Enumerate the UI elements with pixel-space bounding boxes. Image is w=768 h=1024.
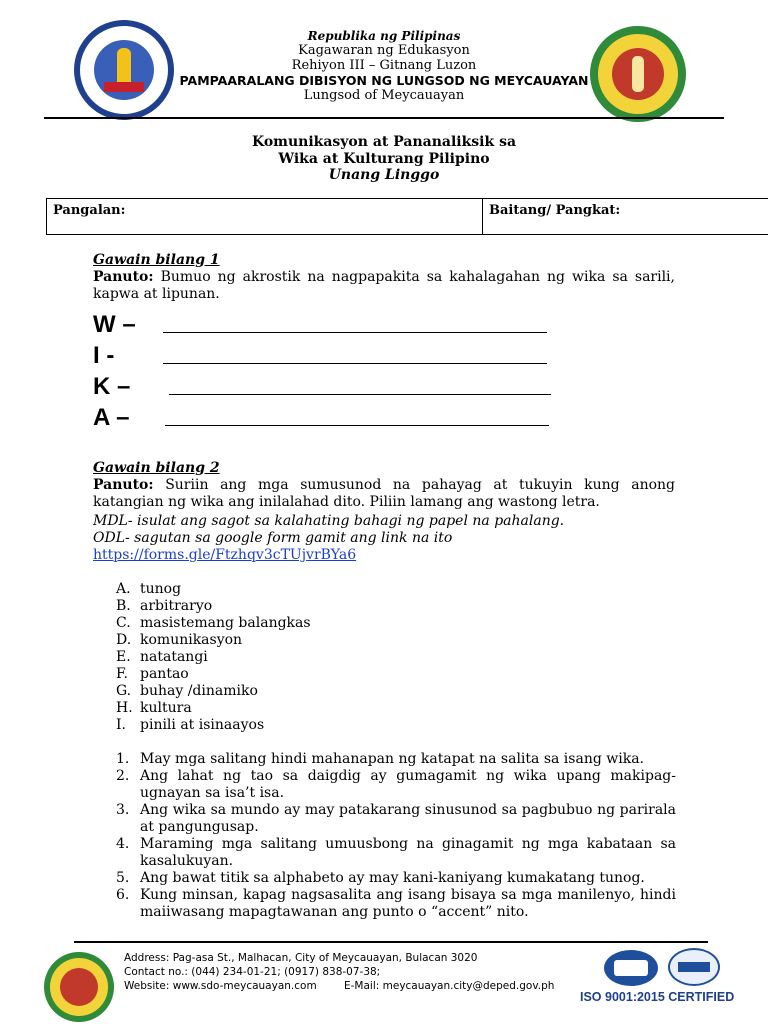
iqnet-certification-logo (668, 948, 720, 986)
student-info-table (46, 198, 768, 235)
header-republic: Republika ng Pilipinas (307, 29, 461, 43)
acrostic-letter: W – (93, 311, 136, 338)
answer-line[interactable] (163, 332, 547, 333)
mdl-note: MDL- isulat ang sagot sa kalahating bahagi ng papel na pahalang. (93, 513, 565, 529)
acrostic-row (93, 308, 547, 338)
task1-instruction (93, 269, 675, 303)
acrostic-row (93, 401, 549, 431)
answer-line[interactable] (163, 363, 547, 364)
acrostic-row (93, 370, 551, 400)
task2-instruction-text: Suriin ang mga sumusunod na pahayag at tukuyin kung anong katangian ng wika ang inilalahad dito. Piliin lamang ang wastong letra. (93, 477, 676, 510)
footer-email[interactable]: E-Mail: meycauayan.city@deped.gov.ph (344, 980, 555, 992)
statements-list (116, 751, 676, 921)
list-item: D. komunikasyon (116, 632, 243, 648)
acrostic-row (93, 339, 547, 369)
answer-line[interactable] (165, 425, 549, 426)
header-department: Kagawaran ng Edukasyon (298, 43, 470, 58)
task2-instruction-label: Panuto: (93, 477, 154, 493)
task2-title: Gawain bilang 2 (93, 460, 220, 476)
header-division: PAMPAARALANG DIBISYON NG LUNGSOD NG MEYCAUAYAN (179, 73, 589, 88)
list-item: F. pantao (116, 666, 189, 682)
task1-title: Gawain bilang 1 (93, 252, 220, 268)
list-item: 1. May mga salitang hindi mahanapan ng katapat na salita sa isang wika. (116, 751, 644, 767)
task2-instruction (93, 477, 675, 511)
footer-contact: Contact no.: (044) 234-01-21; (0917) 838-07-38; (124, 966, 381, 978)
grade-section-label: Baitang/ Pangkat: (489, 203, 621, 218)
list-item: C. masistemang balangkas (116, 615, 311, 631)
form-link-line (93, 547, 356, 564)
header-divider (44, 117, 724, 119)
header-city: Lungsod of Meycauayan (303, 88, 465, 103)
acrostic-letter: K – (93, 373, 131, 400)
choices-list (116, 581, 311, 734)
list-item: E. natatangi (116, 649, 208, 665)
google-form-link[interactable]: https://forms.gle/Ftzhqv3cTUjvrBYa6 (93, 547, 357, 563)
task1-instruction-label: Panuto: (93, 269, 154, 285)
list-item: 4. Maraming mga salitang umuusbong na ginagamit ng mga kabataan sa kasalukuyan. (116, 836, 676, 869)
list-item: G. buhay /dinamiko (116, 683, 258, 699)
list-item: 3. Ang wika sa mundo ay may patakarang sinusunod sa pagbubuo ng parirala at pangungusap. (116, 802, 676, 835)
answer-line[interactable] (169, 394, 551, 395)
footer-address: Address: Pag-asa St., Malhacan, City of Meycauayan, Bulacan 3020 (124, 952, 478, 964)
document-week: Unang Linggo (328, 167, 440, 183)
name-field[interactable] (47, 199, 483, 234)
iso-certification-label: ISO 9001:2015 CERTIFIED (580, 990, 735, 1004)
list-item: 5. Ang bawat titik sa alphabeto ay may kani-kaniyang kumakatang tunog. (116, 870, 645, 886)
odl-note: ODL- sagutan sa google form gamit ang link na ito (93, 530, 453, 546)
name-label: Pangalan: (53, 203, 126, 218)
list-item: B. arbitraryo (116, 598, 213, 614)
tuv-certification-logo (604, 950, 658, 986)
list-item: H. kultura (116, 700, 192, 716)
document-title-line2: Wika at Kulturang Pilipino (278, 151, 490, 167)
footer-divider (74, 941, 708, 943)
footer-website[interactable]: Website: www.sdo-meycauayan.com (124, 980, 317, 992)
acrostic-letter: A – (93, 404, 130, 431)
acrostic-letter: I - (93, 342, 115, 369)
list-item: 6. Kung minsan, kapag nagsasalita ang isang bisaya sa mga manilenyo, hindi maiiwasang mapagtawanan ang punto o “accent” nito. (116, 887, 676, 920)
grade-section-field[interactable] (483, 199, 768, 234)
header-region: Rehiyon III – Gitnang Luzon (291, 58, 477, 73)
list-item: I. pinili at isinaayos (116, 717, 265, 733)
task1-instruction-text: Bumuo ng akrostik na nagpapakita sa kahalagahan ng wika sa sarili, kapwa at lipunan. (93, 269, 675, 302)
list-item: 2. Ang lahat ng tao sa daigdig ay gumagamit ng wika upang makipag-ugnayan sa isa’t isa. (116, 768, 676, 801)
footer-division-seal-logo (44, 952, 114, 1022)
list-item: A. tunog (116, 581, 182, 597)
document-title-line1: Komunikasyon at Pananaliksik sa (251, 134, 517, 150)
